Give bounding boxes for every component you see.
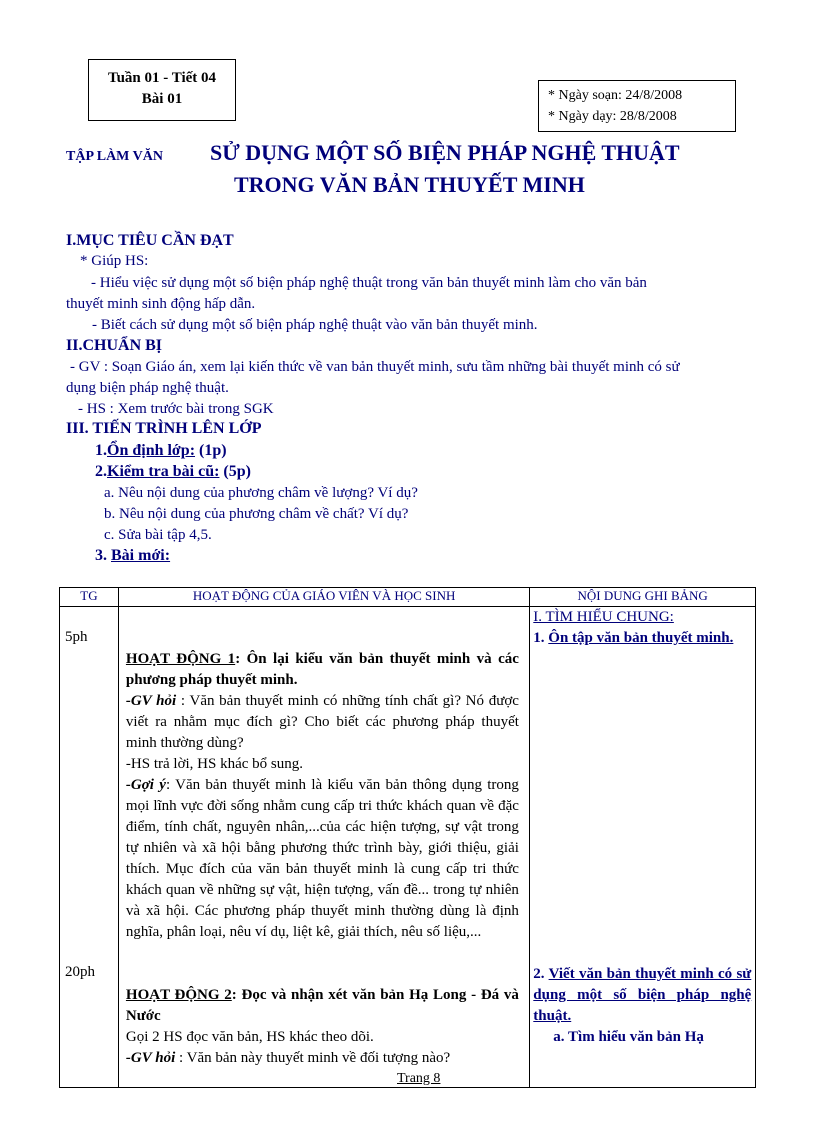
time-cell bbox=[60, 607, 119, 1088]
activity-2-title bbox=[126, 985, 519, 1027]
activity-2-label: HOẠT ĐỘNG 2 bbox=[125, 987, 232, 1003]
page-title-line1: SỬ DỤNG MỘT SỐ BIỆN PHÁP NGHỆ THUẬT bbox=[210, 140, 680, 165]
week-period: Tuần 01 - Tiết 04 bbox=[107, 70, 217, 86]
lesson-table bbox=[59, 587, 756, 1088]
board-content-cell bbox=[530, 607, 756, 1088]
preparation-hs: - HS : Xem trước bài trong SGK bbox=[78, 401, 274, 417]
activity-2-question bbox=[126, 1048, 519, 1069]
page-title-line2: TRONG VĂN BẢN THUYẾT MINH bbox=[234, 172, 585, 197]
lesson-info-box bbox=[88, 59, 236, 121]
column-header-board-content: NỘI DUNG GHI BẢNG bbox=[530, 588, 756, 607]
board-item-2 bbox=[533, 964, 751, 1027]
time-activity-1: 5ph bbox=[65, 629, 88, 645]
objective-2: - Biết cách sử dụng một số biện pháp nghệ thuật vào văn bản thuyết minh. bbox=[92, 317, 538, 333]
step-2-no: 2. bbox=[95, 463, 107, 480]
activity-1-suggestion bbox=[126, 775, 519, 943]
activity-1-question-text: : Văn bản thuyết minh có những tính chất gì? Nó được viết ra nhằm mục đích gì? Cho biết các phương pháp thuyết minh thường dùng? bbox=[125, 693, 519, 751]
step-2-time: (5p) bbox=[219, 463, 251, 480]
gv-question-label: -GV hỏi bbox=[125, 693, 177, 709]
preparation-heading: II.CHUẨN BỊ bbox=[66, 337, 163, 354]
date-prepared: * Ngày soạn: 24/8/2008 bbox=[548, 88, 683, 103]
question-b: b. Nêu nội dung của phương châm về chất? Ví dụ? bbox=[104, 506, 409, 522]
activity-1-answer: -HS trả lời, HS khác bổ sung. bbox=[125, 756, 304, 772]
activity-1-question bbox=[126, 691, 519, 754]
step-1-time: (1p) bbox=[195, 442, 227, 459]
board-item-2-no: 2. bbox=[533, 966, 549, 982]
suggestion-label: -Gợi ý bbox=[125, 777, 166, 793]
board-item-2-text: Viết văn bản thuyết minh có sử dụng một số biện pháp nghệ thuật. bbox=[533, 966, 752, 1024]
objective-1-line1: - Hiểu việc sử dụng một số biện pháp nghệ thuật trong văn bản thuyết minh làm cho văn bản bbox=[91, 275, 647, 291]
activity-1-label: HOẠT ĐỘNG 1 bbox=[125, 651, 236, 667]
process-heading: III. TIẾN TRÌNH LÊN LỚP bbox=[66, 420, 262, 437]
objectives-heading: I.MỤC TIÊU CẦN ĐẠT bbox=[66, 232, 234, 249]
column-header-time: TG bbox=[60, 588, 119, 607]
board-item-2a: a. Tìm hiểu văn bản Hạ bbox=[553, 1029, 704, 1045]
objectives-intro: * Giúp HS: bbox=[80, 253, 149, 269]
step-3 bbox=[95, 546, 170, 566]
lesson-number: Bài 01 bbox=[141, 91, 183, 107]
activities-cell bbox=[118, 607, 529, 1088]
step-1-no: 1. bbox=[95, 442, 107, 459]
question-c: c. Sửa bài tập 4,5. bbox=[104, 527, 212, 543]
step-2 bbox=[95, 462, 251, 482]
board-item-1-text: Ôn tập văn bản thuyết minh. bbox=[548, 630, 734, 646]
step-3-no: 3. bbox=[95, 547, 107, 564]
preparation-gv-line1: - GV : Soạn Giáo án, xem lại kiến thức về van bản thuyết minh, sưu tầm những bài thuyết minh có sử bbox=[70, 359, 680, 375]
question-a: a. Nêu nội dung của phương châm về lượng? Ví dụ? bbox=[104, 485, 418, 501]
column-header-activities: HOẠT ĐỘNG CỦA GIÁO VIÊN VÀ HỌC SINH bbox=[118, 588, 529, 607]
step-2-label: Kiểm tra bài cũ: bbox=[107, 463, 220, 480]
step-1-label: Ổn định lớp: bbox=[107, 442, 196, 459]
board-item-1-no: 1. bbox=[533, 630, 549, 646]
board-section-heading: I. TÌM HIỂU CHUNG: bbox=[533, 609, 674, 625]
gv-question-label-2: -GV hỏi bbox=[125, 1050, 176, 1066]
activity-1-heading: : Ôn lại kiểu văn bản thuyết minh và các phương pháp thuyết minh. bbox=[125, 651, 519, 688]
preparation-gv-line2: dụng biện pháp nghệ thuật. bbox=[66, 380, 229, 396]
page-number: Trang 8 bbox=[397, 1071, 441, 1086]
step-3-label: Bài mới: bbox=[111, 547, 171, 564]
step-1 bbox=[95, 441, 227, 461]
activity-1-suggestion-text: : Văn bản thuyết minh là kiểu văn bản thông dụng trong mọi lĩnh vực đời sống nhằm cung cấp tri thức khách quan về đặc điểm, tính chất, nguyên nhân,...của các hiện tượng, sự vật trong tự nhiên và xã hội bằng phương thức trình bày, giới thiệu, giải thích. Mục đích của văn bản thuyết minh là cung cấp tri thức khách quan về những sự vật, hiện tượng, vấn đề... trong tự nhiên và xã hội. Các phương pháp thuyết minh thường dùng là định nghĩa, phân loại, nêu ví dụ, liệt kê, giải thích, nêu số liệu,... bbox=[125, 777, 519, 940]
activity-2-reading: Gọi 2 HS đọc văn bản, HS khác theo dõi. bbox=[125, 1029, 374, 1045]
date-box bbox=[538, 80, 736, 132]
activity-2-question-text: : Văn bản này thuyết minh về đối tượng nào? bbox=[175, 1050, 451, 1066]
activity-1-title bbox=[126, 649, 519, 691]
time-activity-2: 20ph bbox=[65, 964, 95, 980]
activity-2-heading: : Đọc và nhận xét văn bản Hạ Long - Đá và Nước bbox=[125, 987, 519, 1024]
date-taught: * Ngày dạy: 28/8/2008 bbox=[548, 109, 677, 124]
objective-1-line2: thuyết minh sinh động hấp dẫn. bbox=[66, 296, 256, 312]
subject-label: TẬP LÀM VĂN bbox=[66, 149, 163, 164]
board-item-1 bbox=[533, 628, 751, 649]
